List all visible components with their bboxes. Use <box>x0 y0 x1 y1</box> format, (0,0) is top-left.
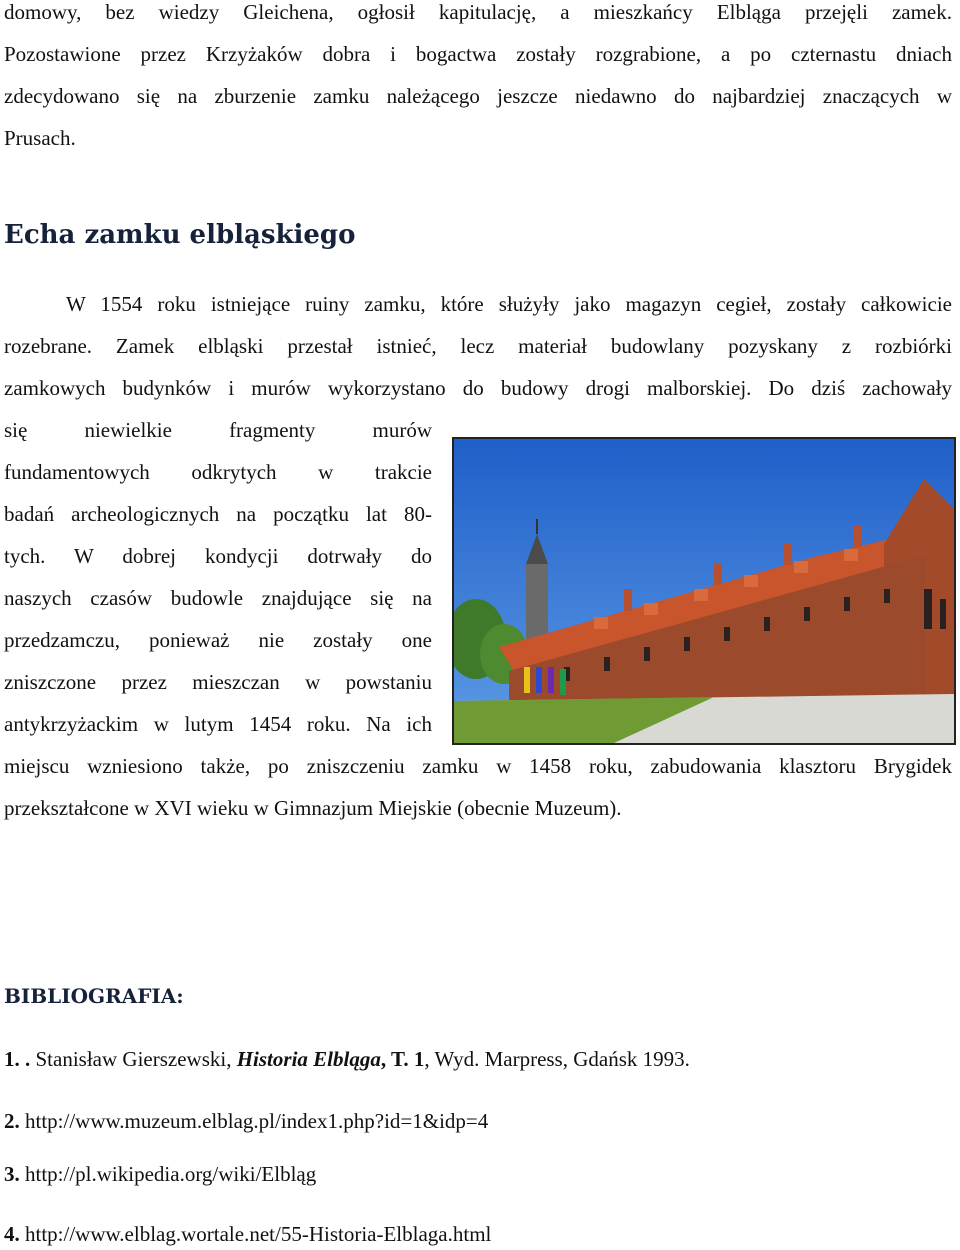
item-title: Historia Elbląga <box>236 1047 381 1071</box>
item-volume: , T. 1 <box>380 1047 425 1071</box>
castle-photo <box>452 437 956 745</box>
bibliography-item <box>4 1109 488 1134</box>
text-line: zdecydowano się na zburzenie zamku należącego jeszcze niedawno do najbardziej znaczących w <box>4 84 952 108</box>
text-line: miejscu wzniesiono także, po zniszczeniu zamku w 1458 roku, zabudowania klasztoru Brygidek <box>4 754 952 778</box>
text-line: badań archeologicznych na początku lat 80- <box>4 502 432 526</box>
item-number: 2. <box>4 1109 20 1133</box>
text-line: domowy, bez wiedzy Gleichena, ogłosił kapitulację, a mieszkańcy Elbląga przejęli zamek. <box>4 0 952 24</box>
item-link[interactable]: http://pl.wikipedia.org/wiki/Elbląg <box>19 1162 317 1186</box>
text-line: tych. W dobrej kondycji dotrwały do <box>4 544 432 568</box>
item-number: 3. <box>4 1162 20 1186</box>
text-line: naszych czasów budowle znajdujące się na <box>4 586 432 610</box>
item-author: Stanisław Gierszewski, <box>30 1047 237 1071</box>
item-publisher: , Wyd. Marpress, Gdańsk 1993. <box>424 1047 690 1071</box>
bibliography-item <box>4 1047 690 1072</box>
item-number: 1. . <box>4 1047 31 1071</box>
text-line: przekształcone w XVI wieku w Gimnazjum Miejskie (obecnie Muzeum). <box>4 796 622 820</box>
text-line: zniszczone przez mieszczan w powstaniu <box>4 670 432 694</box>
item-link[interactable]: http://www.elblag.wortale.net/55-Historia-Elblaga.html <box>19 1222 492 1246</box>
bibliography-item <box>4 1222 491 1247</box>
text-line: się niewielkie fragmenty murów <box>4 418 432 442</box>
text-line: przedzamczu, ponieważ nie zostały one <box>4 628 432 652</box>
text-line: Prusach. <box>4 126 76 150</box>
section-heading: Echa zamku elbląskiego <box>4 220 356 250</box>
text-line: rozebrane. Zamek elbląski przestał istnieć, lecz materiał budowlany pozyskany z rozbiórki <box>4 334 952 358</box>
text-line: antykrzyżackim w lutym 1454 roku. Na ich <box>4 712 432 736</box>
bibliography-item <box>4 1162 316 1187</box>
bibliography-heading: BIBLIOGRAFIA: <box>4 984 184 1008</box>
item-number: 4. <box>4 1222 20 1246</box>
text-line: W 1554 roku istniejące ruiny zamku, które służyły jako magazyn cegieł, zostały całkowicie <box>66 292 952 316</box>
item-link[interactable]: http://www.muzeum.elblag.pl/index1.php?id=1&idp=4 <box>19 1109 489 1133</box>
castle-illustration <box>454 439 954 743</box>
text-line: Pozostawione przez Krzyżaków dobra i bogactwa zostały rozgrabione, a po czternastu dniach <box>4 42 952 66</box>
text-line: zamkowych budynków i murów wykorzystano do budowy drogi malborskiej. Do dziś zachowały <box>4 376 952 400</box>
text-line: fundamentowych odkrytych w trakcie <box>4 460 432 484</box>
